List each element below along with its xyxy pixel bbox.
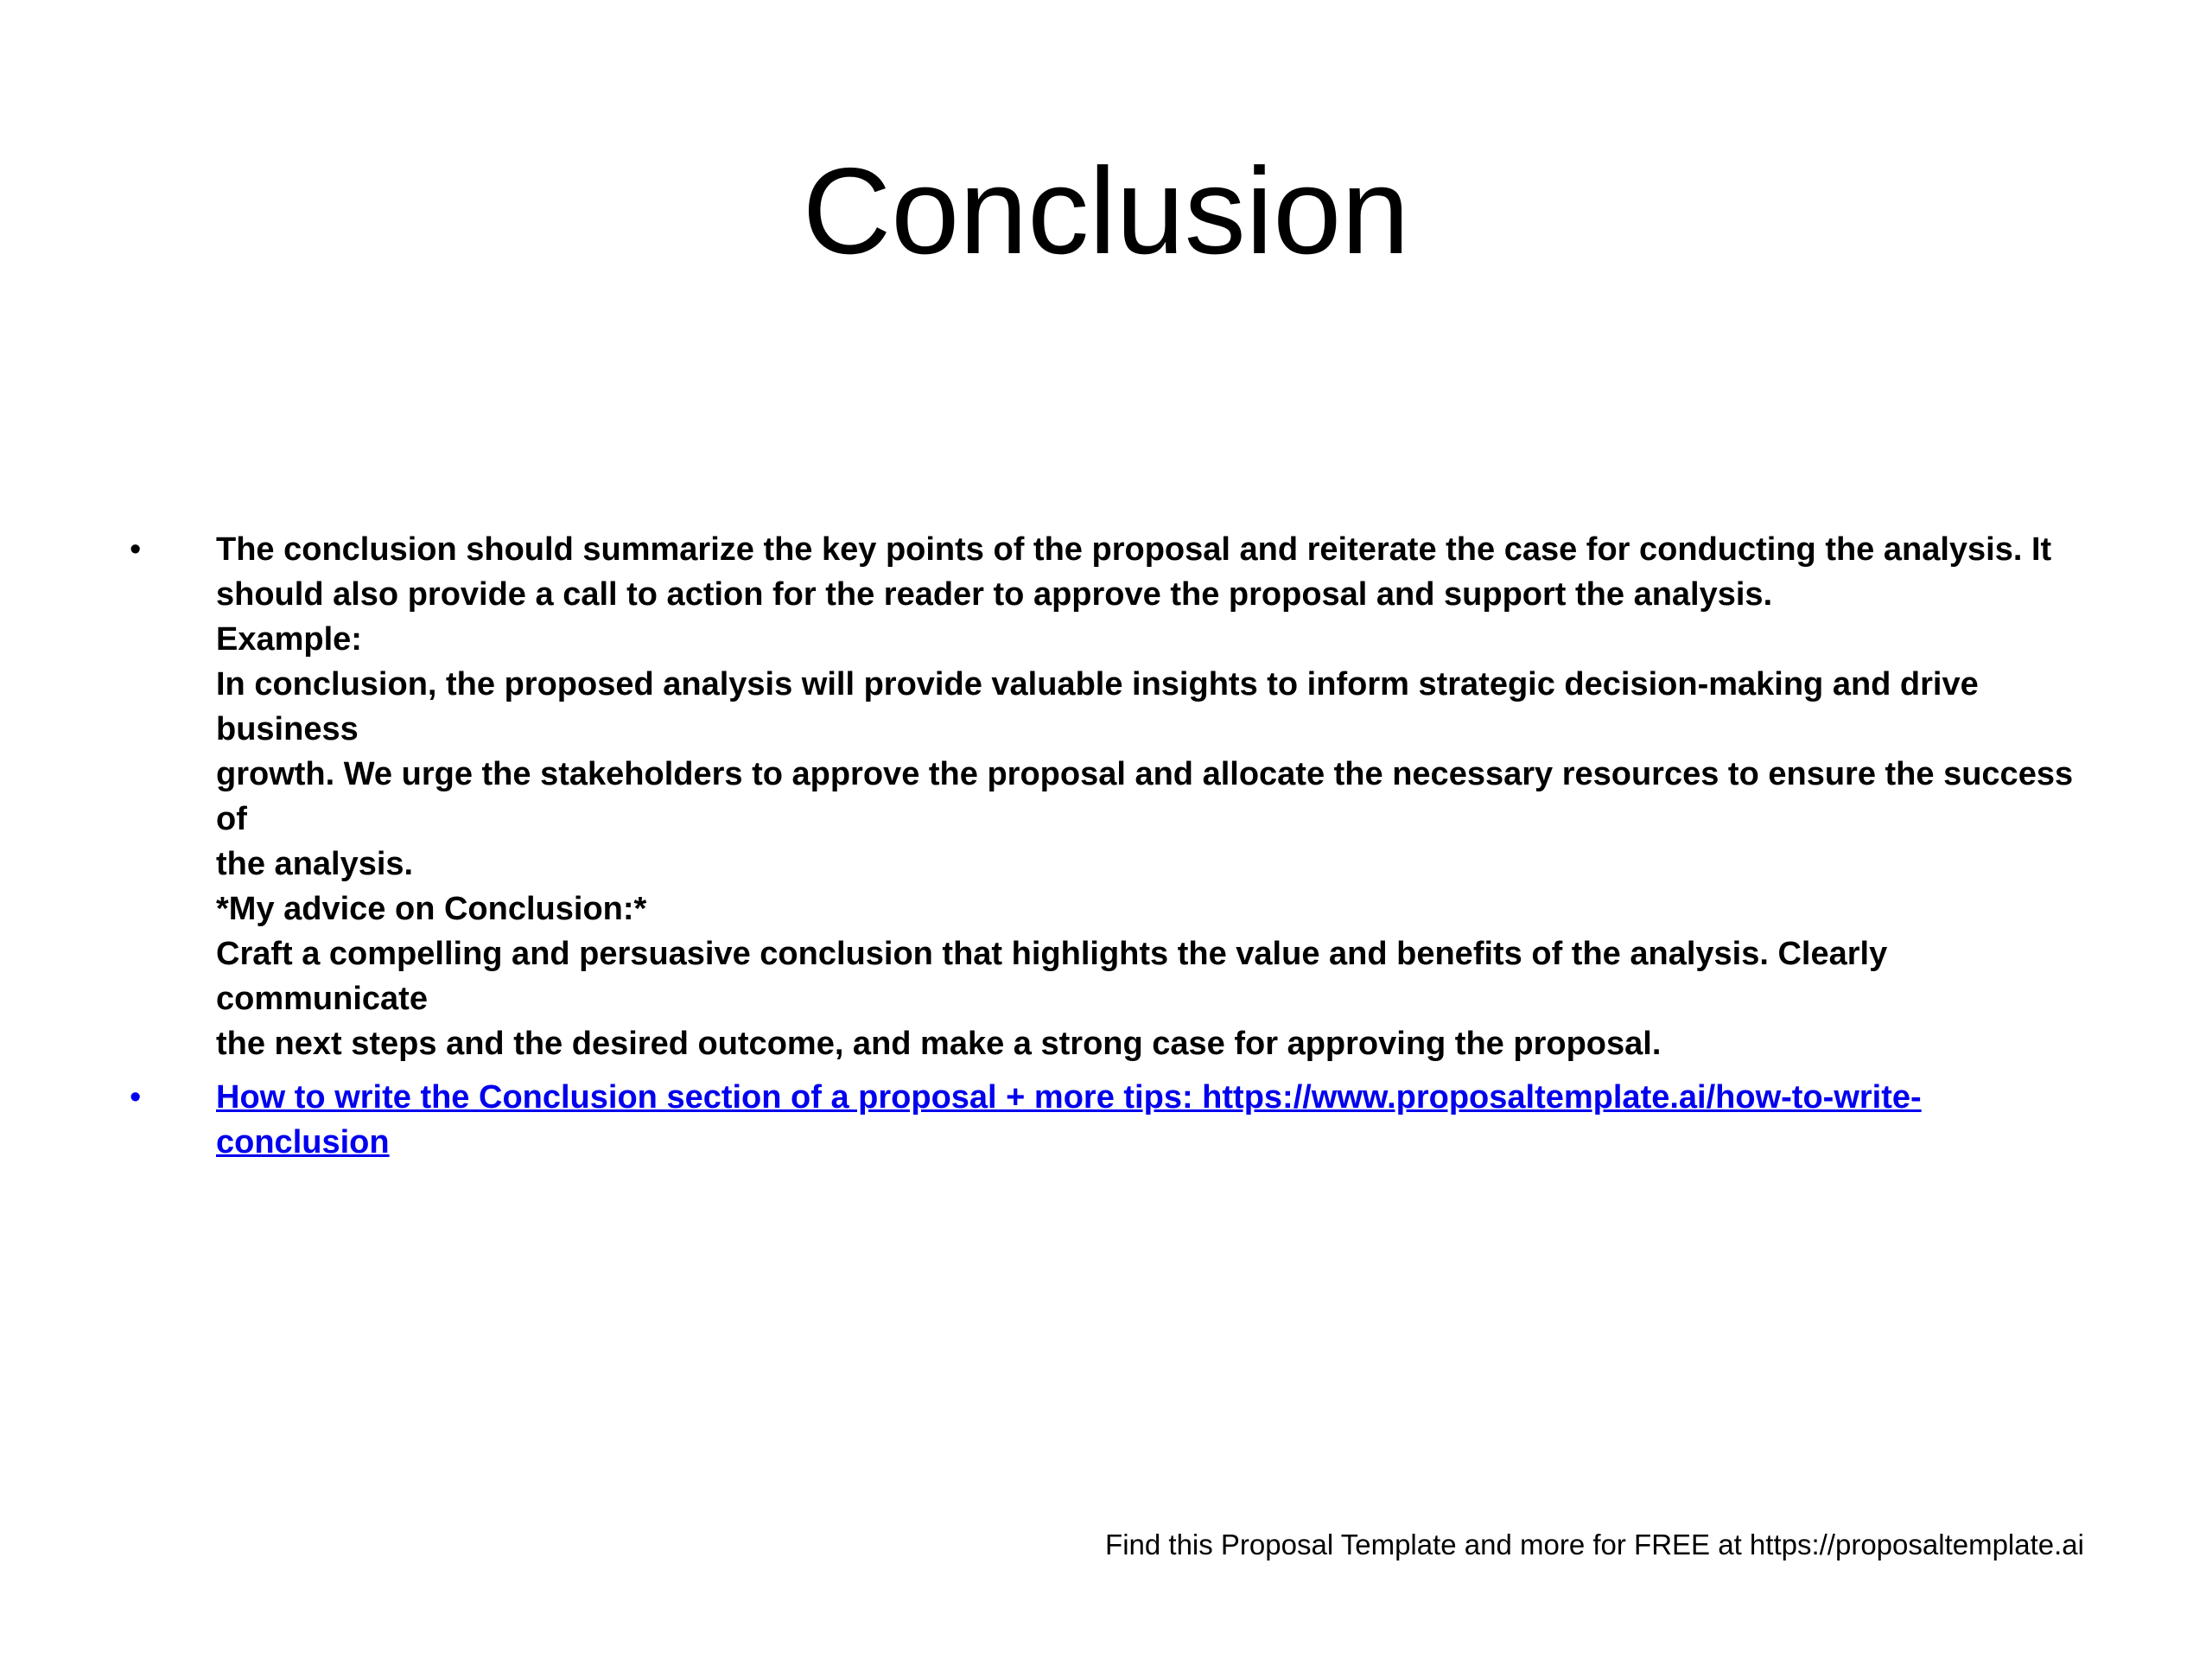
bullet-text-line: Craft a compelling and persuasive conclusion that highlights the value and benefits of the analysis. Clearly communicate	[216, 936, 1897, 1017]
bullet-text-line: the analysis.	[216, 846, 414, 882]
bullet-item-conclusion	[130, 527, 2100, 1066]
slide-content	[130, 527, 2100, 1173]
bullet-icon: •	[130, 1079, 142, 1116]
bullet-text-line: the next steps and the desired outcome, and make a strong case for approving the proposal.	[216, 1026, 1662, 1062]
footer-note: Find this Proposal Template and more for FREE at https://proposaltemplate.ai	[1105, 1529, 2084, 1560]
bullet-text-line: The conclusion should summarize the key points of the proposal and reiterate the case for conducting the analysis. It	[216, 531, 2052, 568]
bullet-text-line: Example:	[216, 621, 362, 658]
bullet-text-line: growth. We urge the stakeholders to approve the proposal and allocate the necessary resources to ensure the success of	[216, 756, 2082, 837]
slide-title: Conclusion	[802, 143, 1410, 280]
link-text-line-2: conclusion	[216, 1124, 390, 1160]
how-to-write-conclusion-link[interactable]	[216, 1075, 2074, 1165]
bullet-text-line: should also provide a call to action for the reader to approve the proposal and support the analysis.	[216, 576, 1773, 613]
bullet-text-line: In conclusion, the proposed analysis will provide valuable insights to inform strategic decision-making and drive business	[216, 666, 1988, 747]
bullet-icon: •	[130, 531, 142, 568]
bullet-text-line: *My advice on Conclusion:*	[216, 891, 647, 927]
link-text-line-1: How to write the Conclusion section of a proposal + more tips: https://www.proposaltemplate.ai/how-to-write-	[216, 1079, 1922, 1116]
bullet-item-link	[130, 1075, 2100, 1165]
